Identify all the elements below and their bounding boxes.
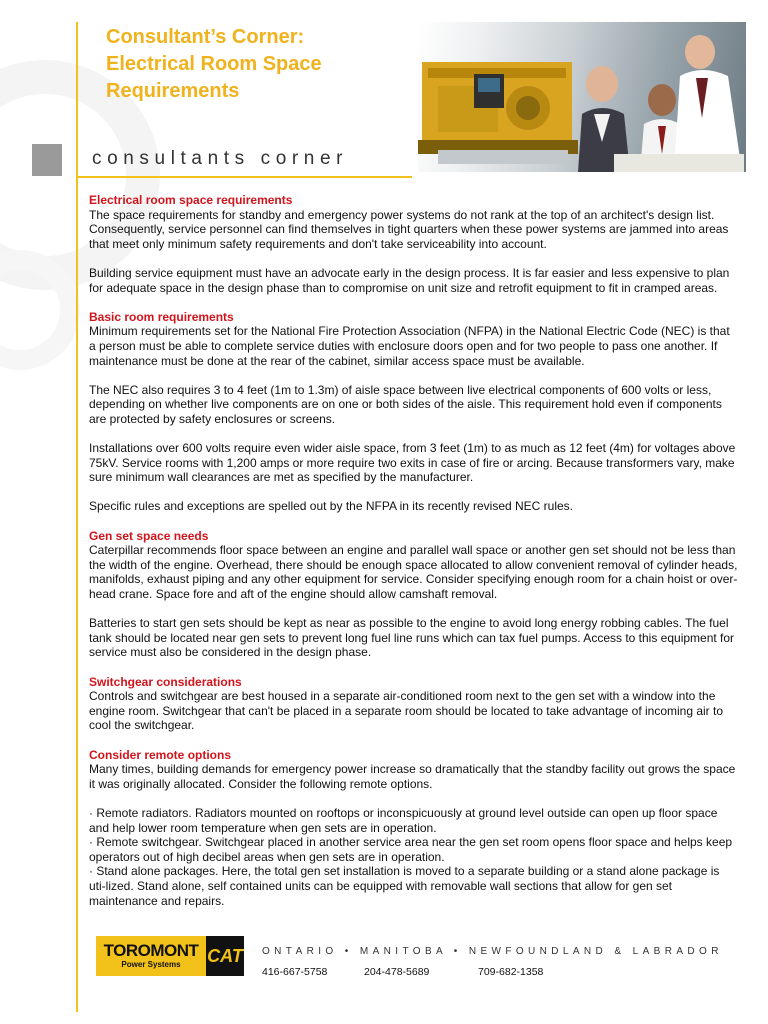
toromont-cat-logo: [96, 936, 244, 976]
gray-square-marker: [32, 144, 62, 176]
phone-manitoba: 204-478-5689: [364, 966, 430, 978]
photo-illustration: [418, 22, 746, 172]
paragraph: Building service equipment must have an advocate early in the design process. It is far easier and less expensive to plan for adequate space in the design phase than to compromise on unit size and retrofit equipment to fit in cramped areas.: [89, 265, 730, 295]
section-switchgear: [89, 675, 739, 733]
paragraph: Batteries to start gen sets should be kept as near as possible to the engine to avoid long energy robbing cables. The fuel tank should be located near gen sets to prevent long fuel line runs which can tax fuel pumps. Access to this equipment for service must also be considered in the design phase.: [89, 616, 735, 660]
phone-newfoundland: 709-682-1358: [478, 966, 544, 978]
section-heading: Basic room requirements: [89, 309, 234, 324]
paragraph: The space requirements for standby and emergency power systems do not rank at the top of an architect's design list. Consequently, service personnel can find themselves in tight quarters when these power systems are jammed into areas that meet only minimum safety requirements and don't take serviceability into account.: [89, 207, 729, 251]
section-heading: Gen set space needs: [89, 528, 209, 543]
footer: [96, 932, 746, 992]
paragraph: The NEC also requires 3 to 4 feet (1m to 1.3m) of aisle space between live electrical components of 600 volts or less, depending on whether live components are on one or both sides of the aisle. This requirement hold even if components are protected by safety enclosures or screens.: [89, 382, 722, 426]
bullet-item: · Remote radiators. Radiators mounted on rooftops or inconspicuously at ground level outside can open up floor space and help lower room temperature when gen sets are in operation.: [89, 805, 718, 835]
phone-numbers: [262, 966, 742, 980]
page-title: [106, 24, 406, 105]
header-rule: [76, 176, 412, 178]
paragraph: Installations over 600 volts require even wider aisle space, from 3 feet (1m) to as much as 12 feet (4m) for voltages above 75kV. Service rooms with 1,200 amps or more require two exits in case of fire or arcing. Because transformers vary, make sure minimum wall clearances are met as specified by the manufacturer.: [89, 441, 736, 485]
cat-logo: CAT: [206, 936, 244, 976]
paragraph: Minimum requirements set for the National Fire Protection Association (NFPA) in the National Electric Code (NEC) is that a person must be able to complete service duties with enclosure doors open and for two people to pass one another. If maintenance must be done at the rear of the cabinet, similar access space must be available.: [89, 324, 730, 368]
section-heading: Consider remote options: [89, 747, 232, 762]
title-line-3: Requirements: [106, 80, 240, 102]
logo-name: TOROMONT: [103, 941, 199, 960]
paragraph: Many times, building demands for emergency power increase so dramatically that the standby facility out grows the space it was originally allocated. Consider the following remote options.: [89, 762, 736, 791]
paragraph: Caterpillar recommends floor space between an engine and parallel wall space or another gen set should not be less than the width of the engine. Overhead, there should be enough space allocated to allow convenient removal of cylinder heads, manifolds, exhaust piping and any other equipment for service. Consider specifying enough room for a chain hoist or over-head crane. Space fore and aft of the engine should allow camshaft removal.: [89, 543, 738, 602]
vertical-rule: [76, 22, 78, 1012]
genset-and-engineers-photo: [418, 22, 746, 172]
logo-subtitle: Power Systems: [121, 960, 181, 969]
bullet-item: · Stand alone packages. Here, the total gen set installation is moved to a separate building or a stand alone package is uti-lized. Stand alone, self contained units can be equipped with removable wall sections that allow for gen set maintenance and repairs.: [89, 864, 720, 908]
phone-ontario: 416-667-5758: [262, 966, 328, 978]
section-electrical-room: [89, 193, 739, 295]
title-line-1: Consultant’s Corner:: [106, 26, 305, 48]
article-body: [89, 193, 739, 908]
section-basic-room: [89, 310, 739, 514]
paragraph: Controls and switchgear are best housed in a separate air-conditioned room next to the gen set with a window into the engine room. Switchgear that can't be placed in a separate room should be located to take advantage of incoming air to cool the switchgear.: [89, 689, 724, 733]
toromont-logo: [96, 936, 206, 976]
bullet-item: · Remote switchgear. Switchgear placed in another service area near the gen set room opens floor space and helps keep operators out of high decibel areas when gen sets are in operation.: [89, 835, 733, 864]
consultants-corner-wordmark: consultants corner: [92, 148, 349, 169]
regions-line: ONTARIO • MANITOBA • NEWFOUNDLAND & LABRADOR: [262, 946, 723, 957]
paragraph: Specific rules and exceptions are spelled out by the NFPA in its recently revised NEC rules.: [89, 499, 574, 514]
section-heading: Electrical room space requirements: [89, 193, 293, 207]
section-gen-set: [89, 529, 739, 660]
section-remote-options: [89, 748, 739, 909]
section-heading: Switchgear considerations: [89, 674, 242, 689]
title-line-2: Electrical Room Space: [106, 53, 322, 75]
